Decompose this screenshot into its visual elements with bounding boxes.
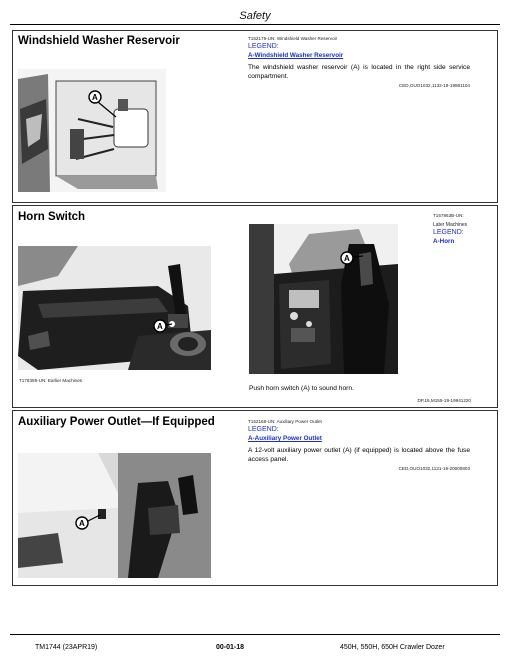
section-title: Auxiliary Power Outlet—If Equipped xyxy=(18,416,215,428)
footer-doc-id: TM1744 (23APR19) xyxy=(35,644,98,651)
power-outlet-photo xyxy=(18,453,211,578)
page-header-title: Safety xyxy=(239,10,271,22)
legend-heading: LEGEND: xyxy=(248,43,279,50)
svg-text:A: A xyxy=(92,93,98,102)
horn-photo-later xyxy=(249,224,398,374)
body-text: The windshield washer reservoir (A) is located in the right side service compartment. xyxy=(248,64,470,81)
body-text: A 12-volt auxiliary power outlet (A) (if equipped) is located above the fuse access panel. xyxy=(248,447,470,464)
legend-item: A-Auxiliary Power Outlet xyxy=(248,435,322,442)
footer-model: 450H, 550H, 650H Crawler Dozer xyxy=(340,644,445,651)
image-caption-earlier: T178359-UN: Earlier Machines xyxy=(19,378,83,383)
legend-item: A-Windshield Washer Reservoir xyxy=(248,52,344,59)
image-id: T152175-UN: Windshield Washer Reservoir xyxy=(248,36,338,41)
reference-code: DP,16,M155-19-19941220 xyxy=(417,398,471,403)
svg-text:A: A xyxy=(79,519,85,528)
header-rule xyxy=(10,24,500,25)
reference-code: CED,OUO1032,1132-19-19981104 xyxy=(398,83,470,88)
section-title: Horn Switch xyxy=(18,211,86,223)
image-sub-later: Later Machines xyxy=(433,222,468,228)
body-text: Push horn switch (A) to sound horn. xyxy=(249,385,354,392)
svg-text:A: A xyxy=(344,254,350,263)
section-horn-switch xyxy=(12,205,498,408)
horn-photo-earlier xyxy=(18,246,211,370)
legend-heading: LEGEND: xyxy=(433,229,464,236)
svg-text:A: A xyxy=(157,322,163,331)
legend-item: A-Horn xyxy=(433,238,455,245)
legend-heading: LEGEND: xyxy=(248,426,279,433)
footer-rule xyxy=(10,634,500,635)
image-id-later: T157863B-UN: xyxy=(433,213,464,218)
section-auxiliary-power xyxy=(12,410,498,586)
reference-code: CED,OUO1032,1131-19-20000803 xyxy=(398,466,470,471)
section-windshield-washer xyxy=(12,30,498,203)
image-id: T152168-UN: Auxiliary Power Outlet xyxy=(248,419,322,424)
section-title: Windshield Washer Reservoir xyxy=(18,35,180,47)
footer-page-number: 00-01-18 xyxy=(216,644,245,651)
washer-photo xyxy=(18,69,166,192)
